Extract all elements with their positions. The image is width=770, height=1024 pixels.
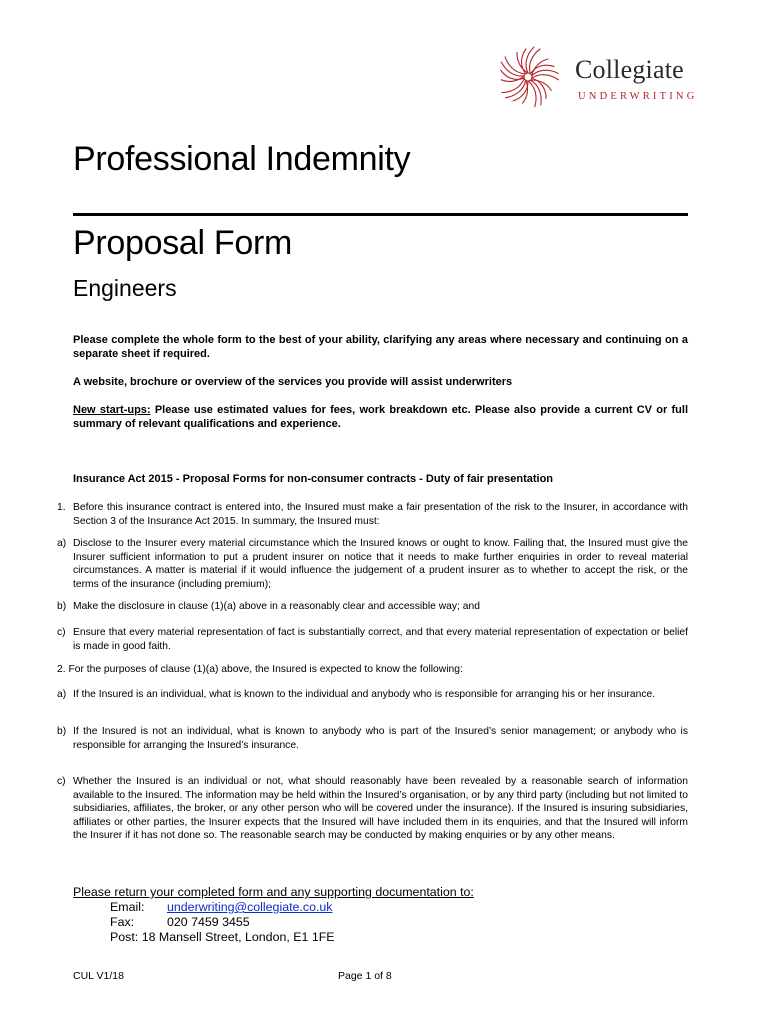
- clause-text: 2. For the purposes of clause (1)(a) above, the Insured is expected to know the following:: [57, 664, 463, 675]
- page-number: Page 1 of 8: [338, 970, 392, 982]
- return-heading: Please return your completed form and any supporting documentation to:: [73, 885, 474, 899]
- fax-number: 020 7459 3455: [167, 915, 250, 929]
- collegiate-star-logo-icon: [492, 44, 564, 110]
- clause-label: a): [57, 689, 67, 700]
- clause-text: If the Insured is not an individual, what is known to anybody who is part of the Insured’s senior management; or anybody who is responsible for arranging the Insured’s insurance.: [73, 726, 688, 751]
- clause-text: Whether the Insured is an individual or not, what should reasonably have been revealed by a reasonable search of information available to the Insured. The information may be held within the Insured’s organisation, or by any third party (including but not limited to subsidiaries, affiliates, the broker, or any other person who will be covered under the insurance). If the Insured is insuring subsidiaries, affiliates or other parties, the Insurer expects that the Insured will have included them in its enquiries, and that the Insured will inform the Insurer if it has not done so. The reasonable search may be conducted by making enquiries or by any other means.: [73, 776, 688, 841]
- contact-fax-row: [110, 915, 250, 930]
- clause-text: If the Insured is an individual, what is known to the individual and anybody who is responsible for arranging his or her insurance.: [73, 689, 656, 700]
- clause-label: b): [57, 726, 67, 737]
- clause-text: Make the disclosure in clause (1)(a) above in a reasonably clear and accessible way; and: [73, 601, 480, 612]
- contact-post-row: [110, 930, 335, 945]
- intro-website-note: A website, brochure or overview of the services you provide will assist underwriters: [73, 376, 513, 388]
- clause-item: [57, 725, 688, 752]
- document-subtitle: Proposal Form: [73, 224, 293, 262]
- intro-instructions: Please complete the whole form to the best of your ability, clarifying any areas where necessary and continuing on a separate sheet if required.: [73, 334, 688, 360]
- insurance-act-heading: Insurance Act 2015 - Proposal Forms for non-consumer contracts - Duty of fair presentation: [73, 473, 554, 485]
- start-ups-text: Please use estimated values for fees, work breakdown etc. Please also provide a current CV or full summary of relevant qualifications and experience.: [73, 404, 688, 430]
- clause-item: [57, 537, 688, 591]
- clause-item: [57, 775, 688, 843]
- clause-item: [57, 663, 688, 677]
- document-category: Engineers: [73, 275, 177, 301]
- clause-label: 1.: [57, 502, 66, 513]
- clause-item: [57, 501, 688, 528]
- logo-tagline: UNDERWRITING: [578, 91, 698, 102]
- contact-email-row: [110, 900, 332, 915]
- logo-wordmark: Collegiate: [575, 55, 684, 84]
- form-version: CUL V1/18: [73, 970, 124, 982]
- document-title: Professional Indemnity: [73, 140, 411, 178]
- fax-label: Fax:: [110, 915, 135, 929]
- post-address: 18 Mansell Street, London, E1 1FE: [141, 930, 335, 944]
- clause-text: Before this insurance contract is entered into, the Insured must make a fair presentation of the risk to the Insurer, in accordance with Section 3 of the Insurance Act 2015. In summary, the Insured must:: [73, 502, 688, 527]
- title-divider: [73, 213, 688, 216]
- clause-item: [57, 626, 688, 653]
- email-label: Email:: [110, 900, 145, 914]
- return-instructions: [73, 885, 474, 900]
- intro-start-ups-note: [73, 403, 688, 431]
- email-link[interactable]: underwriting@collegiate.co.uk: [167, 900, 333, 914]
- clause-text: Ensure that every material representation of fact is substantially correct, and that every material representation of expectation or belief is made in good faith.: [73, 627, 688, 652]
- post-label: Post:: [110, 930, 139, 944]
- clause-label: b): [57, 601, 67, 612]
- start-ups-label: New start-ups:: [73, 404, 151, 416]
- clause-label: c): [57, 627, 66, 638]
- clause-item: [57, 688, 688, 702]
- clause-label: c): [57, 776, 66, 787]
- clause-text: Disclose to the Insurer every material circumstance which the Insured knows or ought to know. Failing that, the Insured must give the Insurer sufficient information to put a prudent insurer on notice that it needs to make further enquiries in order to reveal material circumstances. A matter is material if it would influence the judgement of a prudent insurer as to whether to accept the risk, or the terms of the insurance (including premium);: [73, 538, 688, 590]
- company-logo: [492, 44, 702, 110]
- clause-label: a): [57, 538, 67, 549]
- clause-item: [57, 600, 688, 614]
